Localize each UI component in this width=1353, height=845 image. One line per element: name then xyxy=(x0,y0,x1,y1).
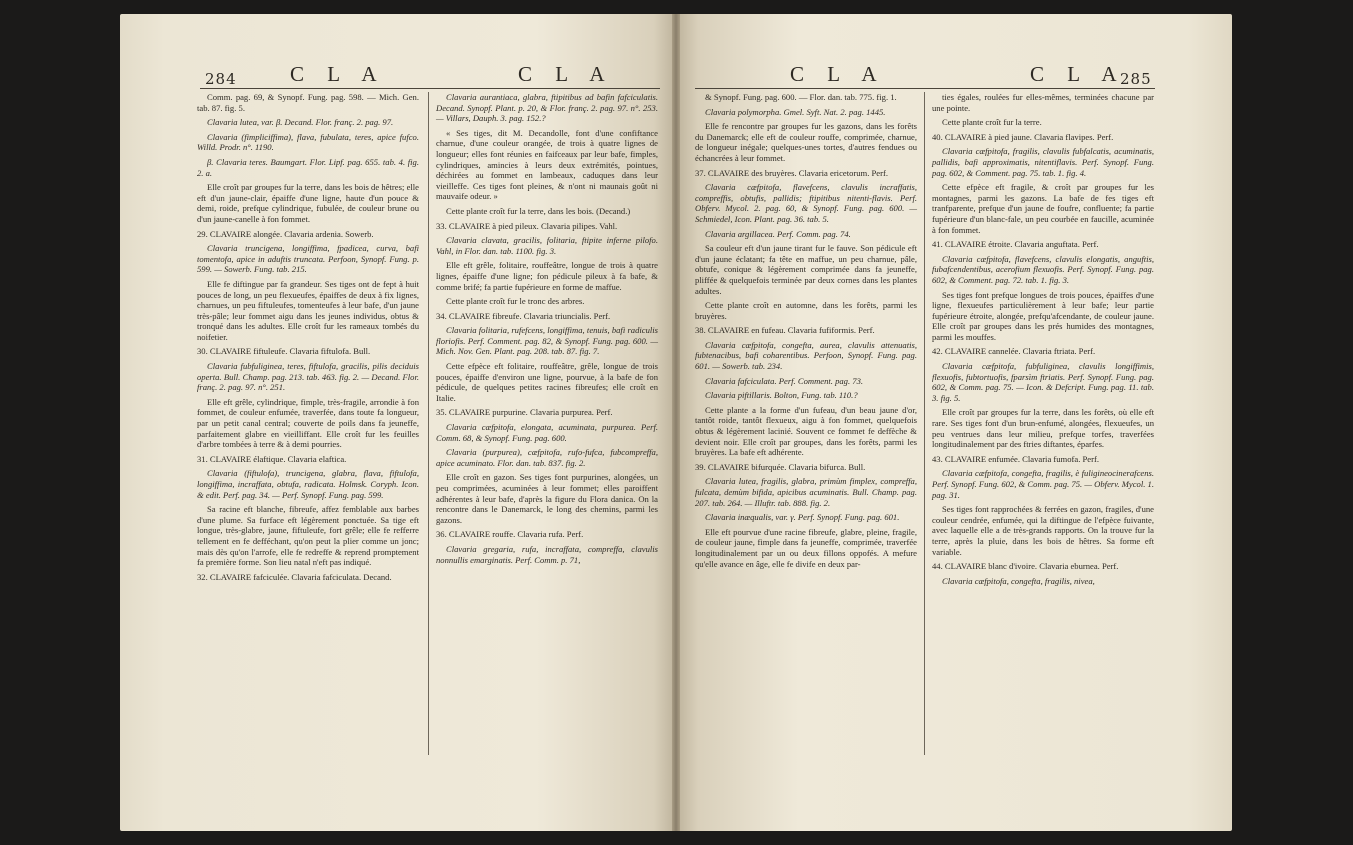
paragraph: Clavaria cæfpitofa, flavefcens, clavulis incraffatis, compreffis, obtufis, pallidis; ftipitibus nitenti-flavis. Perf. Obferv. Mycol. 2. pag. 60, & Synopf. Fung. pag. 600. — Schmiedel, Icon. Plant. pag. 36. tab. 5. xyxy=(695,182,917,224)
paragraph: Clavaria cæfpitofa, elongata, acuminata, purpurea. Perf. Comm. 68, & Synopf. Fung. pag. 600. xyxy=(436,422,658,443)
paragraph: Sa racine eft blanche, fibreufe, affez femblable aux barbes d'une plume. Sa furface eft légèrement ponctuée. Sa tige eft longue, très-glabre, jaune, fiftuleufe, fort grêle; elle fe refferre tellement en fe defféchant, qu'on peut la plier comme un jonc; mais dès qu'on l'arrofe, elle fe redreffe & reprend promptement fa première forme. Son lieu natal n'eft pas indiqué. xyxy=(197,504,419,568)
paragraph: β. Clavaria teres. Baumgart. Flor. Lipf. pag. 655. tab. 4. fig. 2. a. xyxy=(197,156,419,178)
paragraph: Elle croît en gazon. Ses tiges font purpurines, alongées, un peu comprimées, acuminées à leur fommet; elles paroiffent adhérentes à leur bafe, d'après la figure du Flora danica. On la rencontre dans le Danemarck, le long des chemins, parmi les gazons. xyxy=(436,472,658,525)
paragraph: 38. CLAVAIRE en fufeau. Clavaria fufiformis. Perf. xyxy=(695,325,875,336)
paragraph: Elle croît par groupes fur la terre, dans les forêts, où elle eft rare. Ses tiges font d'un brun-enfumé, alongées, flexueufes, un peu ventrues dans leur milieu, prefque torfes, traverfées longitudinalement par des ftries diftantes, éparfes. xyxy=(932,407,1154,450)
paragraph: Sa couleur eft d'un jaune tirant fur le fauve. Son pédicule eft d'un jaune éclatant; fa tête en maffue, un peu charnue, pâle, obtufe, conique & légèrement comprimée dans fa jeuneffe, pliffée & quelquefois terminée par deux cornes dans les plantes adultes. xyxy=(695,243,917,296)
paragraph: 44. CLAVAIRE blanc d'ivoire. Clavaria eburnea. Perf. xyxy=(932,561,1119,572)
paragraph: 41. CLAVAIRE étroite. Clavaria anguftata. Perf. xyxy=(932,239,1099,250)
right-header-rule xyxy=(695,88,1155,89)
paragraph: 32. CLAVAIRE fafciculée. Clavaria fafciculata. Decand. xyxy=(197,571,392,582)
paragraph: Clavaria cæfpitofa, congefta, fragilis, è fuligineocinerafcens. Perf. Synopf. Fung. 602, & Comm. pag. 75. — Obferv. Mycol. 1. pag. 31. xyxy=(932,468,1154,500)
paragraph: Clavaria fafciculata. Perf. Comment. pag. 73. xyxy=(705,375,864,386)
right-column-1 xyxy=(695,92,917,573)
paragraph: Clavaria lutea, fragilis, glabra, primùm fimplex, compreffa, fulcata, demùm bifida, apicibus acuminatis. Bull. Champ. pag. 207. tab. 264. — Illuftr. tab. 888. fig. 2. xyxy=(695,476,917,508)
right-page-number: 285 xyxy=(1120,70,1152,88)
paragraph: Clavaria (fimpliciffima), flava, fubulata, teres, apice fufco. Willd. Prodr. n°. 1190. xyxy=(197,131,419,153)
paragraph: Cette efpèce eft folitaire, rouffeâtre, grêle, longue de trois pouces, épaiffe d'environ une ligne, pourvue, à la bafe de fon pédicule, de quelques petites racines fibreufes; elle croît en Italie. xyxy=(436,361,658,403)
paragraph: Elle croît par groupes fur la terre, dans les bois de hêtres; elle eft d'un jaune-clair, épaiffe d'une ligne, haute d'un pouce & demi, roide, prefque cylindrique, fubulée, de couleur brune ou d'un jaune-canelle à fon fommet. xyxy=(197,182,419,224)
paragraph: 40. CLAVAIRE à pied jaune. Clavaria flavipes. Perf. xyxy=(932,131,1114,142)
paragraph: 39. CLAVAIRE bifurquée. Clavaria bifurca. Bull. xyxy=(695,461,866,472)
paragraph: 43. CLAVAIRE enfumée. Clavaria fumofa. Perf. xyxy=(932,453,1099,464)
paragraph: Clavaria inæqualis, var. γ. Perf. Synopf. Fung. pag. 601. xyxy=(705,512,900,523)
paragraph: Clavaria cæfpitofa, congefta, aurea, clavulis attenuatis, fubtenacibus, bafi coharentibus. Perfoon, Synopf. Fung. pag. 601. — Sowerb. tab. 234. xyxy=(695,339,917,372)
right-column-divider xyxy=(924,92,925,755)
paragraph: Cette plante croît en automne, dans les forêts, parmi les bruyères. xyxy=(695,300,917,321)
paragraph: Clavaria cæfpitofa, flavefcens, clavulis elongatis, anguftis, fubafcendentibus, acerofium flexuofis. Perf. Synopf. Fung. pag. 602, & Comment. pag. 72. tab. 1. fig. 3. xyxy=(932,253,1154,285)
paragraph: ties égales, roulées fur elles-mêmes, terminées chacune par une pointe. xyxy=(932,92,1154,113)
paragraph: Cette plante a la forme d'un fufeau, d'un beau jaune d'or, tantôt roide, tantôt flexueux, aigu à fon fommet, quelquefois obtus & légèrement lacinié. Souvent ce fommet fe deffèche & devient noir. Elle croît par groupes, dans les forêts, parmi les bruyères. La bafe eft adhérente. xyxy=(695,404,917,458)
left-running-head-b: C L A xyxy=(518,62,614,86)
paragraph: Cette efpèce eft fragile, & croît par groupes fur les montagnes, parmi les gazons. La bafe de fes tiges eft tranfparente, prefque d'un jaune de foufre, confluente; fa partie fupérieure d'un blanc-fale, un peu courbée en faucille, acuminée à fon fommet. xyxy=(932,182,1154,235)
paragraph: Ses tiges font rapprochées & ferrées en gazon, fragiles, d'une couleur cendrée, enfumée, qui la diftingue de l'efpèce fuivante, avec laquelle elle a de très-grands rapports. On la trouve fur la terre, après la pluie, dans les bois de hêtres. Sa forme eft variable. xyxy=(932,504,1154,557)
book-gutter xyxy=(672,14,680,831)
left-header-rule xyxy=(200,88,660,89)
paragraph: 37. CLAVAIRE des bruyères. Clavaria ericetorum. Perf. xyxy=(695,167,888,178)
paragraph: 34. CLAVAIRE fibreufe. Clavaria triuncialis. Perf. xyxy=(436,310,611,321)
paragraph: Clavaria fubfuliginea, teres, fiftulofa, gracilis, pilis deciduis operta. Bull. Champ. pag. 213. tab. 463. fig. 2. — Decand. Flor. franç. 2. pag. 97. n°. 251. xyxy=(197,361,419,393)
paragraph: Clavaria truncigena, longiffima, fpadicea, curva, bafi tomentofa, apice in aduftis truncata. Perfoon, Synopf. Fung. p. 599. — Sowerb. Fung. tab. 215. xyxy=(197,243,419,275)
left-column-1 xyxy=(197,92,419,586)
paragraph: 42. CLAVAIRE cannelée. Clavaria ftriata. Perf. xyxy=(932,346,1096,357)
paragraph: 35. CLAVAIRE purpurine. Clavaria purpurea. Perf. xyxy=(436,407,613,418)
paragraph: Clavaria lutea, var. β. Decand. Flor. franç. 2. pag. 97. xyxy=(207,117,394,128)
paragraph: 33. CLAVAIRE à pied pileux. Clavaria pilipes. Vahl. xyxy=(436,220,618,231)
paragraph: Clavaria (fiftulofa), truncigena, glabra, flava, fiftulofa, longiffima, incraffata, obtufa, radicata. Holmsk. Coryph. Icon. & edit. Perf. pag. 34. — Perf. Synopf. Fung. pag. 599. xyxy=(197,468,419,500)
paragraph: Elle eft pourvue d'une racine fibreufe, glabre, pleine, fragile, de couleur jaune, fimple dans fa jeuneffe, comprimée, traverfée longitudinalement par un ou deux fillons oppofés. A mefure qu'elle avance en âge, elle fe divife en deux par- xyxy=(695,526,917,569)
paragraph: Elle eft grêle, folitaire, rouffeâtre, longue de trois à quatre lignes, épaiffe d'une ligne; fon pédicule pileux à fa bafe, & comme brifé; fa partie fupérieure en forme de maffue. xyxy=(436,260,658,292)
paragraph: Clavaria argillacea. Perf. Comm. pag. 74. xyxy=(705,228,851,239)
paragraph: Clavaria aurantiaca, glabra, ftipitibus ad bafin fafciculatis. Decand. Synopf. Plant. p. 20, & Flor. franç. 2. pag. 97. n°. 253. — Villars, Dauph. 3. pag. 152.? xyxy=(436,92,658,124)
paragraph: Clavaria cæfpitofa, fubfuliginea, clavulis longiffimis, flexuofis, fubtortuofis, fparsìm ftriatis. Perf. Synopf. Fung. pag. 602, & Comm. pag. 75. — Icon. & Defcript. Fung. pag. 11. tab. 3. fig. 5. xyxy=(932,361,1154,403)
paragraph: Cette plante croît fur le tronc des arbres. xyxy=(446,296,585,307)
left-column-divider xyxy=(428,92,429,755)
paragraph: 30. CLAVAIRE fiftuleufe. Clavaria fiftulofa. Bull. xyxy=(197,346,371,357)
paragraph: Clavaria cæfpitofa, fragilis, clavulis fubfalcatis, acuminatis, pallidis, bafi approximatis, nitentiflavis. Perf. Synopf. Fung. pag. 602, & Comment. pag. 75. tab. 1. fig. 4. xyxy=(932,146,1154,178)
paragraph: 29. CLAVAIRE alongée. Clavaria ardenia. Sowerb. xyxy=(197,228,374,239)
paragraph: Clavaria polymorpha. Gmel. Syft. Nat. 2. pag. 1445. xyxy=(705,106,886,117)
paragraph: 31. CLAVAIRE élaftique. Clavaria elaftica. xyxy=(197,453,347,464)
paragraph: Elle fe diftingue par fa grandeur. Ses tiges ont de fept à huit pouces de long, un peu flexueufes, épaiffes de deux à fix lignes, charnues, un peu fiftuleufes, tomenteufes à leur bafe, d'un jaune très-pâle; leur fommet aigu dans les jeunes individus, obtus & tronqué dans les adultes. Elle croît fur les rameaux tombés du noifetier. xyxy=(197,278,419,342)
paragraph: 36. CLAVAIRE rouffe. Clavaria rufa. Perf. xyxy=(436,529,584,540)
paragraph: Clavaria clavata, gracilis, folitaria, ftipite inferne pilofo. Vahl, in Flor. dan. tab. 1100. fig. 3. xyxy=(436,235,658,256)
paragraph: & Synopf. Fung. pag. 600. — Flor. dan. tab. 775. fig. 1. xyxy=(705,92,897,102)
paragraph: Clavaria piftillaris. Bolton, Fung. tab. 110.? xyxy=(705,390,858,401)
right-running-head-a: C L A xyxy=(790,62,886,86)
right-column-2 xyxy=(932,92,1154,590)
paragraph: « Ses tiges, dit M. Decandolle, font d'une confiftance charnue, d'une couleur orangée, de trois à quatre lignes de longueur; elles font réunies en faifceaux par leur bafe, fimples, cylindriques, amincies à leurs deux extrémités, pointues, déchirées au fommet en lambeaux, caduques dans leur vieilleffe. Ces tiges font pleines, & n'ont ni maunais goût ni mauvaife odeur. » xyxy=(436,127,658,202)
paragraph: Comm. pag. 69, & Synopf. Fung. pag. 598. — Mich. Gen. tab. 87. fig. 5. xyxy=(197,92,419,113)
right-running-head-b: C L A xyxy=(1030,62,1126,86)
paragraph: Elle eft grêle, cylindrique, fimple, très-fragile, arrondie à fon fommet, de couleur enfumée, traverfée, dans toute fa longueur, par un petit canal central; couverte de poils dans fa jeuneffe, parfaitement glabre en vieilliffant. Elle croît fur les feuilles d'arbre tombées à terre & à demi pourries. xyxy=(197,396,419,450)
paragraph: Elle fe rencontre par groupes fur les gazons, dans les forêts du Danemarck; elle eft de couleur rouffe, comprimée, charnue, de longueur inégale; quelques-unes tortes, d'autres fendues ou échancrées à leur fommet. xyxy=(695,121,917,163)
paragraph: Clavaria cæfpitofa, congefta, fragilis, nivea, xyxy=(942,575,1095,586)
left-running-head-a: C L A xyxy=(290,62,386,86)
paragraph: Clavaria gregaria, rufa, incraffata, compreffa, clavulis nonnullis emarginatis. Perf. Comm. p. 71, xyxy=(436,543,658,565)
paragraph: Cette plante croît fur la terre, dans les bois. (Decand.) xyxy=(446,205,631,216)
left-page-number: 284 xyxy=(205,70,237,88)
paragraph: Clavaria (purpurea), cæfpitofa, rufo-fufca, fubcompreffa, apice acuminato. Flor. dan. tab. 837. fig. 2. xyxy=(436,447,658,468)
paragraph: Cette plante croît fur la terre. xyxy=(942,117,1042,128)
paragraph: Clavaria folitaria, rufefcens, longiffima, tenuis, bafi radiculis floriofis. Perf. Comment. pag. 82, & Synopf. Fung. pag. 600. — Mich. Nov. Gen. Plant. pag. 208. tab. 87. fig. 7. xyxy=(436,325,658,357)
paragraph: Ses tiges font prefque longues de trois pouces, épaiffes d'une ligne, flexueufes particulièrement à leur bafe; leur partie fupérieure étroite, alongée, prefqu'afcendante, de couleur jaune. Elle croît par groupes dans les prés humides des montagnes, parmi les mouffes. xyxy=(932,289,1154,342)
left-column-2 xyxy=(436,92,658,569)
